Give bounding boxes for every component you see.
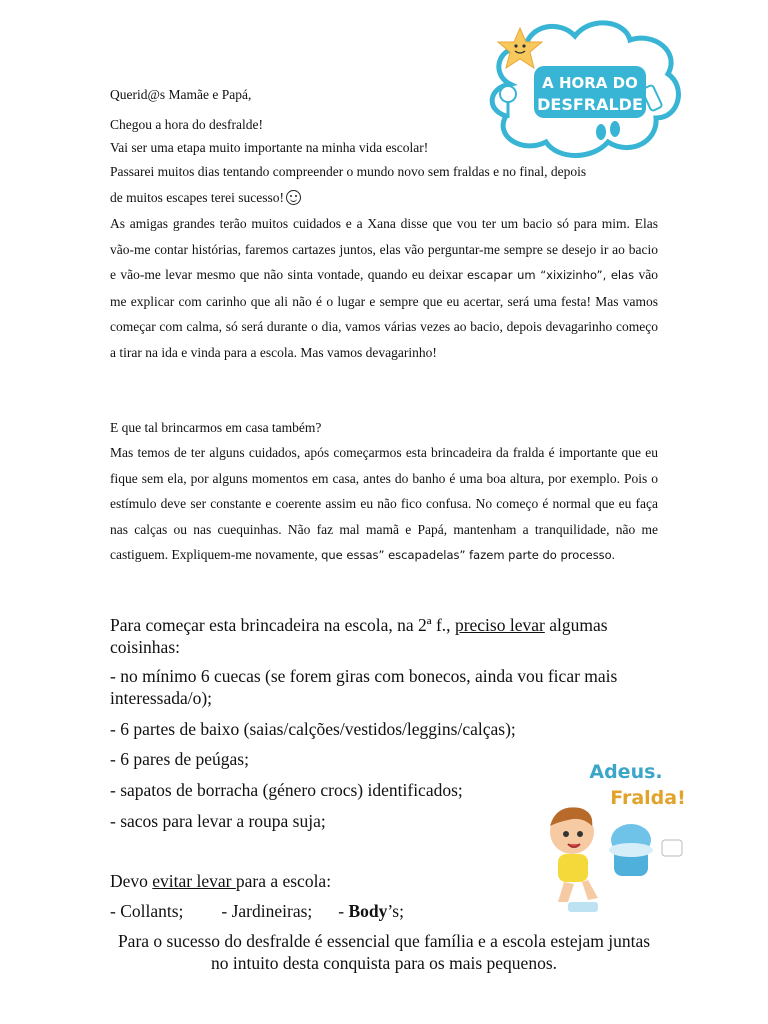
avoid-item-text: - [338, 901, 349, 921]
smiley-icon [286, 190, 301, 205]
paragraph-text-sans: escapar um “xixizinho”, elas [466, 268, 635, 282]
paragraph-text: Mas temos de ter alguns cuidados, após começarmos esta brincadeira da fralda é importante que eu fique sem ela, por alguns momentos em casa, antes do banho é uma boa altura, por exemplo. Pois o estímulo deve ser constante e coerente assim eu não fico confusa. No começo é normal que eu faça nas calças ou nas cuequinhas. Não faz mal mamã e Papá, mantenham a tranquilidade, não me castiguem. Expliquem-me novamente, [110, 445, 658, 562]
avoid-item [338, 901, 404, 921]
paragraph-text: As amigas grandes terão muitos cuidados e a Xana disse que vou ter um bacio só para mim. Elas vão-me contar histórias, faremos cartazes juntos, elas vão perguntar-me sempre se desejo ir ao bacio e vão-me levar mesmo que não sinta vontade, quando eu deixar [110, 216, 658, 282]
avoid-item-text: ’s; [387, 901, 404, 921]
list-item: - 6 pares de peúgas; [110, 749, 249, 769]
bring-intro-text: algumas coisinhas: [110, 615, 608, 657]
avoid-intro-text: para a escola: [235, 871, 332, 891]
bring-intro-underlined: preciso levar [454, 615, 545, 635]
paragraph-2 [110, 440, 658, 569]
avoid-item-bold: Body [348, 901, 388, 921]
adeus-fralda-illustration [528, 752, 698, 920]
list-item: - sapatos de borracha (género crocs) identificados; [110, 780, 463, 800]
child-icon [550, 807, 598, 912]
avoid-intro-underlined: evitar levar [152, 871, 236, 891]
paragraph-1 [110, 211, 658, 365]
letter-line: Vai ser uma etapa muito importante na minha vida escolar! [110, 140, 429, 155]
list-item: - sacos para levar a roupa suja; [110, 811, 326, 831]
sticker-line2: Fralda! [610, 787, 686, 809]
avoid-item: - Collants; [110, 901, 184, 921]
list-item: - 6 partes de baixo (saias/calções/vestidos/leggins/calças); [110, 719, 516, 739]
list-item: - no mínimo 6 cuecas (se forem giras com bonecos, ainda vou ficar mais interessada/o); [110, 666, 618, 708]
letter-line-with-smiley [110, 185, 658, 211]
bring-intro [110, 614, 658, 658]
logo-line2: DESFRALDE [537, 95, 643, 114]
logo-line1: A HORA DO [542, 74, 638, 92]
letter-line: Chegou a hora do desfralde! [110, 117, 263, 132]
question: E que tal brincarmos em casa também? [110, 420, 322, 435]
greeting: Querid@s Mamãe e Papá, [110, 87, 252, 102]
closing-note: Para o sucesso do desfralde é essencial que família e a escola estejam juntas no intuito desta conquista para os mais pequenos. [117, 931, 651, 973]
toilet-icon [609, 824, 682, 876]
bring-intro-text: Para começar esta brincadeira na escola, na 2ª f., [110, 615, 455, 635]
avoid-item: - Jardineiras; [221, 901, 313, 921]
avoid-intro-text: Devo [110, 871, 153, 891]
letter-line: de muitos escapes terei sucesso! [110, 190, 284, 205]
sticker-line1: Adeus. [589, 761, 663, 783]
paragraph-text: vão me explicar com carinho que ali não é o lugar e sempre que eu acertar, será uma festa! Mas vamos começar com calma, só será durante o dia, vamos várias vezes ao bacio, depois devagarinho começo a tirar na ida e vinda para a escola. Mas vamos devagarinho! [110, 267, 659, 360]
paragraph-text-sans: que essas” escapadelas” fazem parte do processo. [321, 548, 616, 562]
letter-line: Passarei muitos dias tentando compreender o mundo novo sem fraldas e no final, depois [110, 164, 587, 179]
